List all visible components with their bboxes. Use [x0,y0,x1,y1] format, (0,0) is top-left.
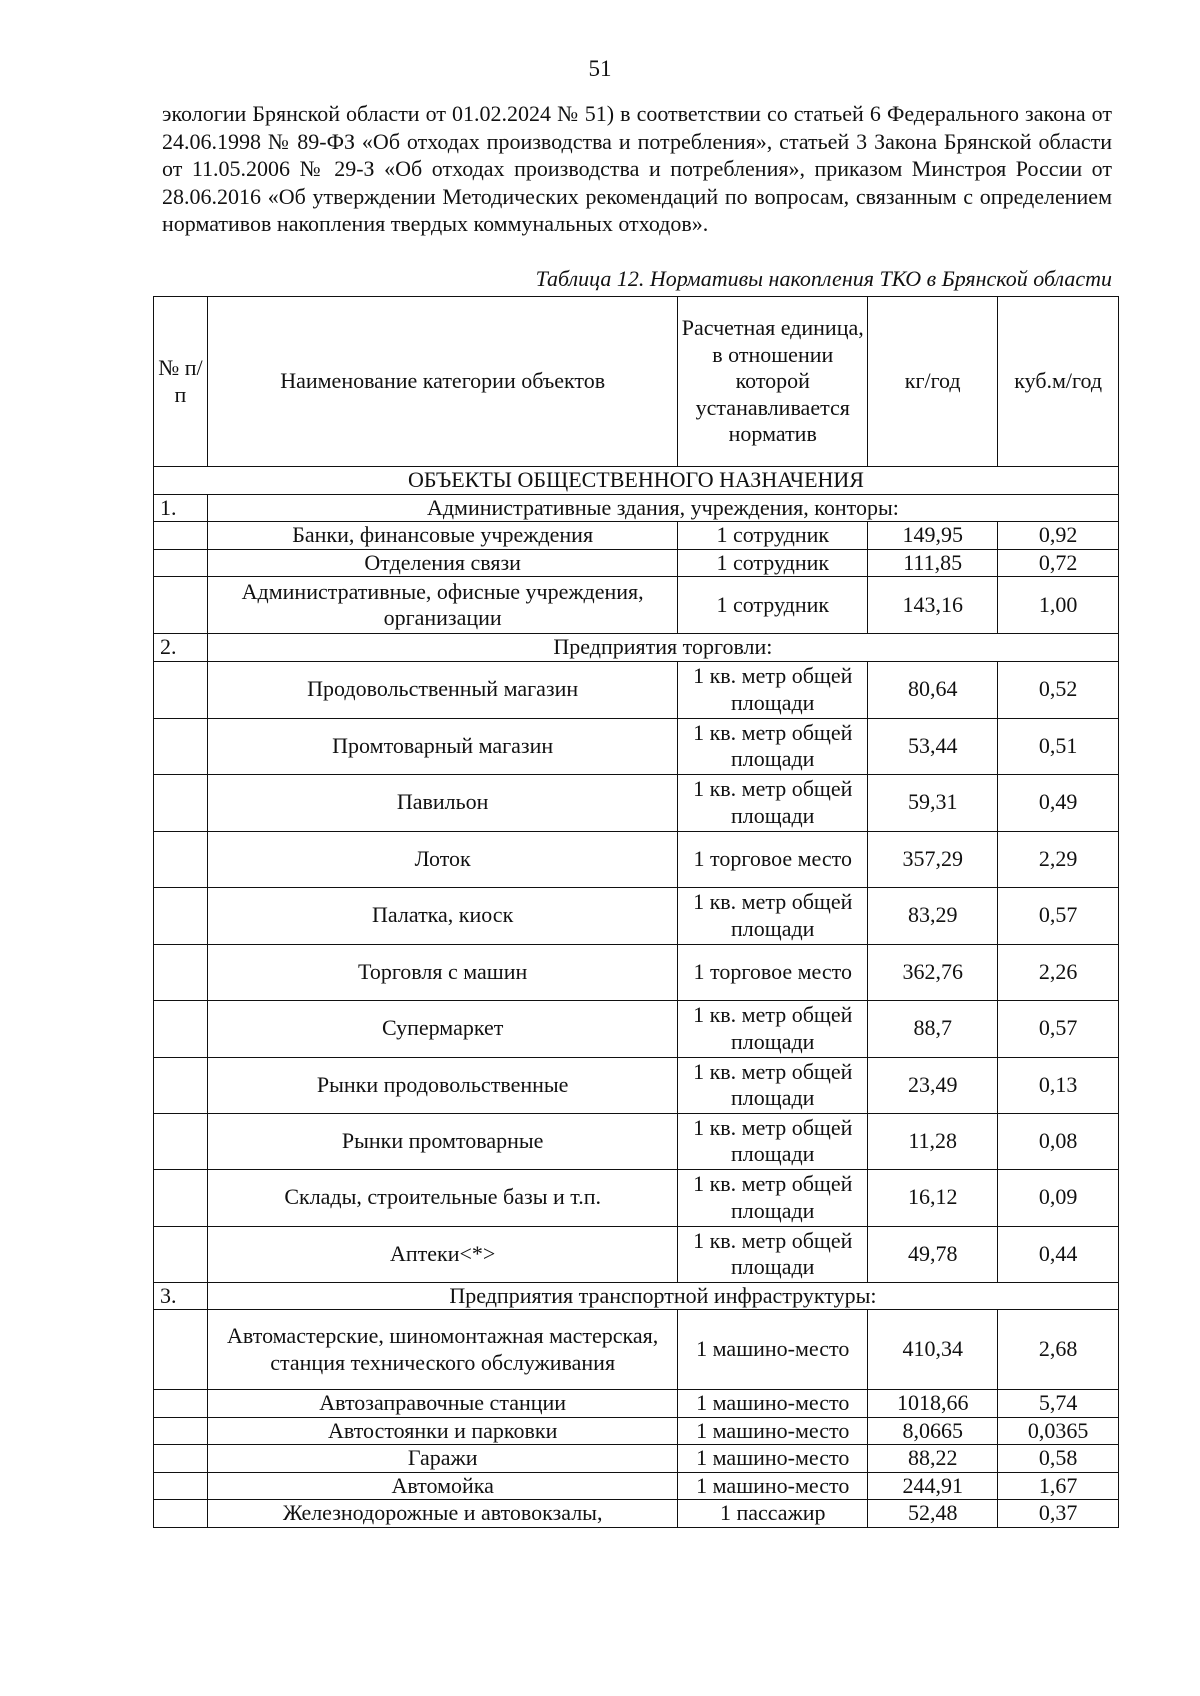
row-num-cell [154,944,208,1000]
table-row [154,1169,1119,1226]
row-kg: 83,29 [868,887,998,944]
row-unit: 1 кв. метр общей площади [678,1000,868,1057]
row-unit: 1 сотрудник [678,577,868,634]
table-row [154,887,1119,944]
table-caption: Таблица 12. Нормативы накопления ТКО в Брянской области [535,266,1112,291]
row-name: Торговля с машин [207,944,678,1000]
row-kg: 23,49 [868,1057,998,1113]
row-name: Промтоварный магазин [207,718,678,774]
intro-text: экологии Брянской области от 01.02.2024 № 51) в соответствии со статьей 6 Федерального закона от 24.06.1998 № 89-ФЗ «Об отходах производства и потребления», статьей 3 Закона Брянской области от 11.05.2006 № 29-З «Об отходах производства и потребления», приказом Минстроя России от 28.06.2016 «Об утверждении Методических рекомендаций по вопросам, связанным с определением нормативов накопления твердых коммунальных отходов». [162,101,1112,236]
row-unit: 1 торговое место [678,831,868,887]
row-num-cell [154,1310,208,1390]
table-row [154,577,1119,634]
row-num-cell [154,831,208,887]
row-kg: 244,91 [868,1472,998,1500]
row-unit: 1 пассажир [678,1500,868,1528]
group-title: Предприятия транспортной инфраструктуры: [207,1282,1118,1310]
row-m3: 0,49 [998,774,1119,831]
table-row [154,831,1119,887]
row-kg: 410,34 [868,1310,998,1390]
row-name: Автомойка [207,1472,678,1500]
header-kg: кг/год [868,297,998,467]
row-unit: 1 сотрудник [678,522,868,550]
row-m3: 0,09 [998,1169,1119,1226]
row-unit: 1 машино-место [678,1310,868,1390]
row-kg: 53,44 [868,718,998,774]
table-row [154,661,1119,718]
row-kg: 59,31 [868,774,998,831]
row-kg: 149,95 [868,522,998,550]
row-m3: 0,0365 [998,1417,1119,1445]
table-row [154,944,1119,1000]
row-name: Павильон [207,774,678,831]
row-num-cell [154,1390,208,1418]
row-m3: 0,51 [998,718,1119,774]
row-num-cell [154,1500,208,1528]
table-row [154,718,1119,774]
row-kg: 52,48 [868,1500,998,1528]
row-kg: 11,28 [868,1113,998,1169]
row-unit: 1 кв. метр общей площади [678,1057,868,1113]
row-kg: 8,0665 [868,1417,998,1445]
table-row [154,1500,1119,1528]
row-num-cell [154,1417,208,1445]
intro-paragraph [162,100,1112,238]
row-m3: 0,92 [998,522,1119,550]
row-m3: 2,68 [998,1310,1119,1390]
row-m3: 0,37 [998,1500,1119,1528]
row-name: Автозаправочные станции [207,1390,678,1418]
row-unit: 1 кв. метр общей площади [678,661,868,718]
table-row [154,774,1119,831]
row-num-cell [154,1113,208,1169]
row-kg: 357,29 [868,831,998,887]
group-number: 1. [154,494,208,522]
row-unit: 1 машино-место [678,1445,868,1473]
row-m3: 0,52 [998,661,1119,718]
row-kg: 49,78 [868,1226,998,1282]
row-num-cell [154,1057,208,1113]
row-kg: 111,85 [868,549,998,577]
table-row [154,1226,1119,1282]
row-name: Железнодорожные и автовокзалы, [207,1500,678,1528]
row-num-cell [154,1472,208,1500]
header-m3: куб.м/год [998,297,1119,467]
table-row [154,1057,1119,1113]
row-num-cell [154,1445,208,1473]
row-name: Автомастерские, шиномонтажная мастерская, станция технического обслуживания [207,1310,678,1390]
row-unit: 1 машино-место [678,1472,868,1500]
row-name: Рынки продовольственные [207,1057,678,1113]
row-num-cell [154,1226,208,1282]
table-row [154,1113,1119,1169]
row-name: Склады, строительные базы и т.п. [207,1169,678,1226]
row-kg: 143,16 [868,577,998,634]
row-unit: 1 кв. метр общей площади [678,1226,868,1282]
table-row [154,1417,1119,1445]
row-m3: 1,00 [998,577,1119,634]
row-m3: 0,72 [998,549,1119,577]
group-number: 2. [154,634,208,662]
row-num-cell [154,661,208,718]
row-name: Супермаркет [207,1000,678,1057]
group-number: 3. [154,1282,208,1310]
row-unit: 1 кв. метр общей площади [678,887,868,944]
header-unit: Расчетная единица, в отношении которой устанавливается норматив [678,297,868,467]
table-header-row [154,297,1119,467]
row-m3: 1,67 [998,1472,1119,1500]
table-row [154,1310,1119,1390]
row-unit: 1 сотрудник [678,549,868,577]
row-name: Палатка, киоск [207,887,678,944]
row-m3: 0,57 [998,1000,1119,1057]
row-unit: 1 машино-место [678,1417,868,1445]
table-row [154,1445,1119,1473]
row-m3: 0,08 [998,1113,1119,1169]
row-num-cell [154,577,208,634]
row-m3: 0,57 [998,887,1119,944]
row-unit: 1 кв. метр общей площади [678,1169,868,1226]
group-row [154,634,1119,662]
row-unit: 1 торговое место [678,944,868,1000]
row-num-cell [154,774,208,831]
row-name: Аптеки<*> [207,1226,678,1282]
row-kg: 80,64 [868,661,998,718]
row-m3: 0,58 [998,1445,1119,1473]
group-title: Административные здания, учреждения, конторы: [207,494,1118,522]
row-num-cell [154,718,208,774]
row-num-cell [154,522,208,550]
row-m3: 2,29 [998,831,1119,887]
row-m3: 0,13 [998,1057,1119,1113]
table-row [154,1472,1119,1500]
waste-norms-table [153,296,1119,1528]
table-row [154,1390,1119,1418]
section-title: ОБЪЕКТЫ ОБЩЕСТВЕННОГО НАЗНАЧЕНИЯ [154,467,1119,495]
header-num: № п/п [154,297,208,467]
row-name: Банки, финансовые учреждения [207,522,678,550]
row-m3: 0,44 [998,1226,1119,1282]
row-name: Автостоянки и парковки [207,1417,678,1445]
row-unit: 1 машино-место [678,1390,868,1418]
row-num-cell [154,549,208,577]
row-unit: 1 кв. метр общей площади [678,774,868,831]
group-row [154,494,1119,522]
row-num-cell [154,1000,208,1057]
row-name: Отделения связи [207,549,678,577]
page-number: 51 [588,56,612,81]
row-num-cell [154,1169,208,1226]
row-name: Административные, офисные учреждения, организации [207,577,678,634]
row-kg: 88,7 [868,1000,998,1057]
row-name: Продовольственный магазин [207,661,678,718]
row-unit: 1 кв. метр общей площади [678,718,868,774]
table-row [154,1000,1119,1057]
row-kg: 88,22 [868,1445,998,1473]
row-name: Лоток [207,831,678,887]
row-num-cell [154,887,208,944]
row-name: Рынки промтоварные [207,1113,678,1169]
row-unit: 1 кв. метр общей площади [678,1113,868,1169]
row-kg: 362,76 [868,944,998,1000]
group-row [154,1282,1119,1310]
row-m3: 2,26 [998,944,1119,1000]
header-name: Наименование категории объектов [207,297,678,467]
table-row [154,549,1119,577]
row-kg: 16,12 [868,1169,998,1226]
table-row [154,522,1119,550]
group-title: Предприятия торговли: [207,634,1118,662]
row-name: Гаражи [207,1445,678,1473]
section-row [154,467,1119,495]
row-kg: 1018,66 [868,1390,998,1418]
row-m3: 5,74 [998,1390,1119,1418]
